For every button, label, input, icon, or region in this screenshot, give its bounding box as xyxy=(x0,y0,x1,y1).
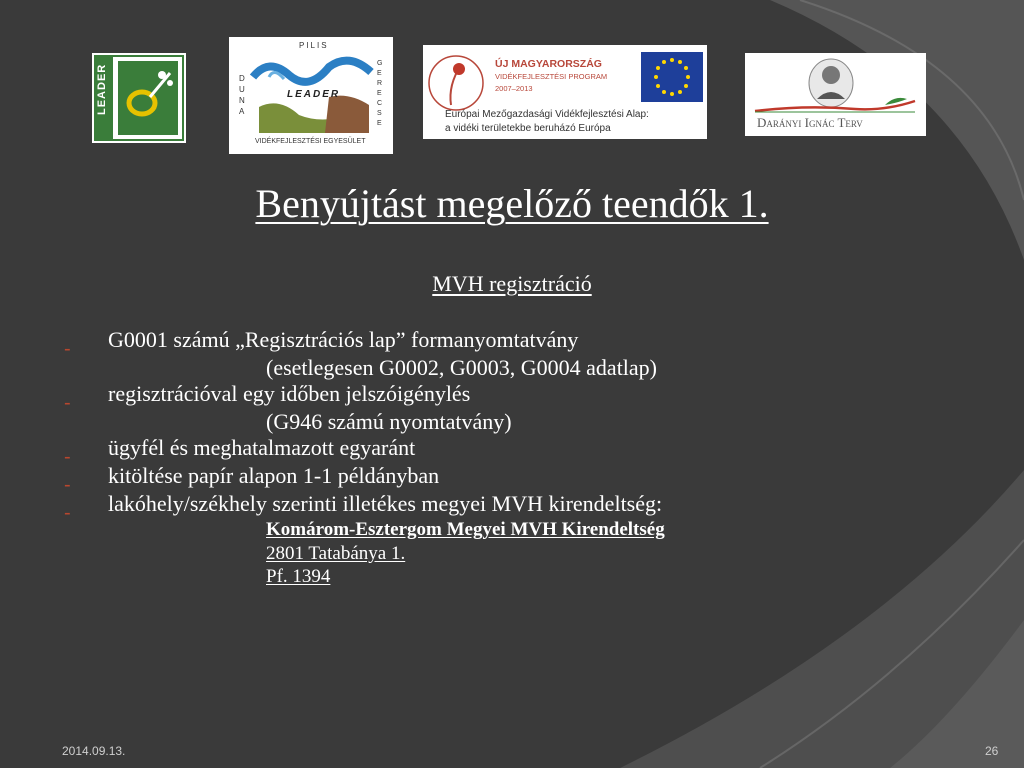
bullet-item: lakóhely/székhely szerinti illetékes megyei MVH kirendeltség: xyxy=(108,491,663,516)
ujm-years: 2007–2013 xyxy=(495,84,533,93)
slide-subtitle: MVH regisztráció xyxy=(432,271,592,296)
bullet-dash: - xyxy=(64,446,71,468)
bullet-subitem: (G946 számú nyomtatvány) xyxy=(266,409,512,434)
leader-logo-text: LEADER xyxy=(96,63,108,115)
bullet-item: kitöltése papír alapon 1-1 példányban xyxy=(108,463,440,488)
office-po-box: Pf. 1394 xyxy=(266,566,331,587)
ujm-line1: Európai Mezőgazdasági Vidékfejlesztési Alap: xyxy=(445,109,649,120)
daranyi-ignac-terv-logo xyxy=(745,53,926,136)
pilis-bottom-label: VIDÉKFEJLESZTÉSI EGYESÜLET xyxy=(255,138,366,145)
bullet-dash: - xyxy=(64,338,71,360)
office-name: Komárom-Esztergom Megyei MVH Kirendeltség xyxy=(266,519,665,540)
bullet-dash: - xyxy=(64,392,71,414)
ujm-program: VIDÉKFEJLESZTÉSI PROGRAM xyxy=(495,72,608,81)
footer-date: 2014.09.13. xyxy=(62,744,126,758)
office-street: 2801 Tatabánya 1. xyxy=(266,543,406,564)
bullet-item: regisztrációval egy időben jelszóigénylés xyxy=(108,381,471,406)
ujm-line2: a vidéki területekbe beruházó Európa xyxy=(445,123,611,134)
slide-title: Benyújtást megelőző teendők 1. xyxy=(255,181,769,226)
bullet-item: G0001 számú „Regisztrációs lap” formanyomtatvány xyxy=(108,327,579,352)
pilis-center-label: LEADER xyxy=(287,89,341,100)
bullet-dash: - xyxy=(64,474,71,496)
ujm-title: ÚJ MAGYARORSZÁG xyxy=(495,58,602,70)
daranyi-text: Darányi Ignác Terv xyxy=(757,115,863,130)
bullet-dash: - xyxy=(64,502,71,524)
leader-logo xyxy=(92,53,186,143)
pilis-top-label: PILIS xyxy=(299,41,329,50)
pilis-right-letters: GERECSE xyxy=(377,60,383,127)
pilis-left-letters: DUNA xyxy=(239,74,245,116)
uj-magyarorszag-eu-logo xyxy=(423,45,707,139)
pilis-leader-logo xyxy=(229,37,393,154)
bullet-item: ügyfél és meghatalmazott egyaránt xyxy=(108,435,416,460)
bullet-subitem: (esetlegesen G0002, G0003, G0004 adatlap) xyxy=(266,355,658,380)
slide-number: 26 xyxy=(985,744,999,758)
